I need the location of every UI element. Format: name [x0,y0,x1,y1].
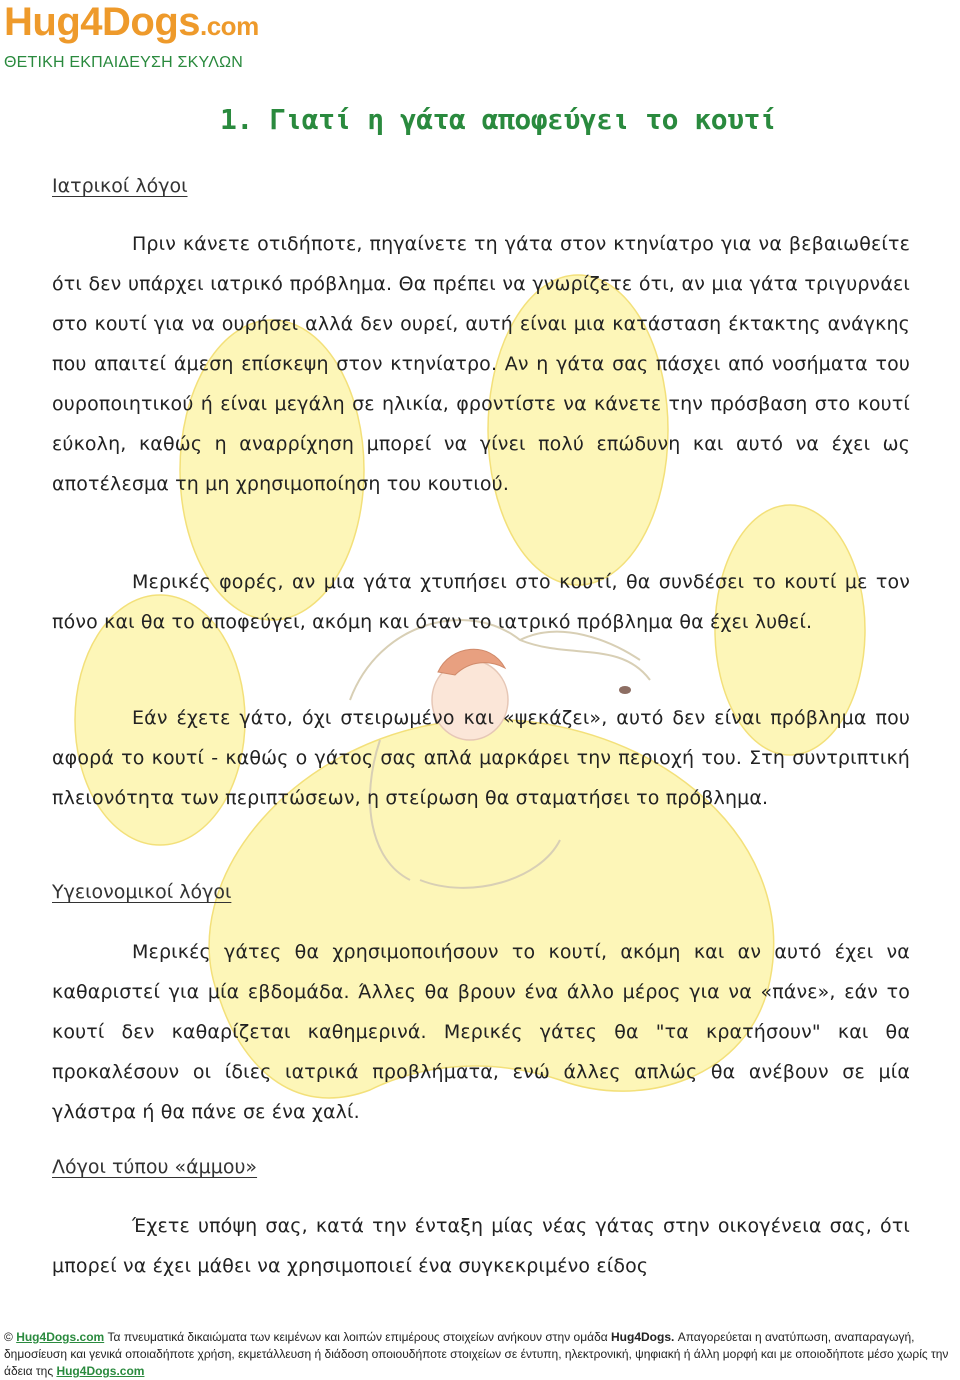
footer-brand: Hug4Dogs. [611,1330,675,1344]
paragraph: Μερικές φορές, αν μια γάτα χτυπήσει στο κουτί, θα συνδέσει το κουτί με τον πόνο και θα το αποφεύγει, ακόμη και όταν το ιατρικό πρόβλημα θα έχει λυθεί. [52,571,910,633]
brand-logo [4,0,259,72]
brand-tagline: ΘΕΤΙΚΗ ΕΚΠΑΙΔΕΥΣΗ ΣΚΥΛΩΝ [4,54,243,71]
paragraph: Πριν κάνετε οτιδήποτε, πηγαίνετε τη γάτα στον κτηνίατρο για να βεβαιωθείτε ότι δεν υπάρχει ιατρικό πρόβλημα. Θα πρέπει να γνωρίζετε ότι, αν μια γάτα τριγυρνάει στο κουτί για να ουρήσει αλλά δεν ουρεί, αυτή είναι μια κατάσταση έκτακτης ανάγκης που απαιτεί άμεση επίσκεψη στον κτηνίατρο. Αν η γάτα σας πάσχει από νοσήματα του ουροποιητικού ή είναι μεγάλη σε ηλικία, φροντίστε να κάνετε την πρόσβαση στο κουτί εύκολη, καθώς η αναρρίχηση μπορεί να γίνει πολύ επώδυνη και αυτό να έχει ως αποτέλεσμα τη μη χρησιμοποίηση του κουτιού. [52,233,910,495]
section-heading-hygiene: Υγειονομικοί λόγοι [52,881,232,903]
footer-text: Απαγορεύεται η ανατύπωση, αναπαραγωγή, δημοσίευση και γενικά οποιαδήποτε χρήση, εκμετάλλευση ή διάδοση οποιουδήποτε στοιχείων σε έντυπη, ηλεκτρονική, ψηφιακή ή άλλη μορφή και με οποιοδήποτε μέσο χωρίς την άδεια της [4,1330,949,1378]
footer-link-site[interactable]: Hug4Dogs.com [56,1364,145,1378]
copyright-footer [4,1329,956,1380]
paragraph: Έχετε υπόψη σας, κατά την ένταξη μίας νέας γάτας στην οικογένεια σας, ότι μπορεί να έχει μάθει να χρησιμοποιεί ένα συγκεκριμένο είδος [52,1215,910,1277]
page-title: 1. Γιατί η γάτα αποφεύγει το κουτί [220,103,777,136]
paragraph: Εάν έχετε γάτο, όχι στειρωμένο και «ψεκάζει», αυτό δεν είναι πρόβλημα που αφορά το κουτί - καθώς ο γάτος σας απλά μαρκάρει την περιοχή του. Στη συντριπτική πλειονότητα των περιπτώσεων, η στείρωση θα σταματήσει το πρόβλημα. [52,707,910,809]
copyright-icon: © [4,1330,13,1344]
section-heading-litter: Λόγοι τύπου «άμμου» [52,1156,258,1178]
brand-name: Hug4Dogs.com [4,0,259,44]
footer-text: Τα πνευματικά δικαιώματα των κειμένων και λοιπών επιμέρους στοιχείων ανήκουν στην ομάδα [104,1330,612,1344]
paragraph: Μερικές γάτες θα χρησιμοποιήσουν το κουτί, ακόμη και αν αυτό έχει να καθαριστεί για μία εβδομάδα. Άλλες θα βρουν ένα άλλο μέρος για να «πάνε», εάν το κουτί δεν καθαρίζεται καθημερινά. Μερικές γάτες θα "τα κρατήσουν" και θα προκαλέσουν οι ίδιες ιατρικά προβλήματα, ενώ άλλες απλώς θα ανέβουν σε μία γλάστρα ή θα πάνε σε ένα χαλί. [52,941,910,1123]
section-heading-medical: Ιατρικοί λόγοι [52,175,188,197]
footer-link-site[interactable]: Hug4Dogs.com [16,1330,105,1344]
